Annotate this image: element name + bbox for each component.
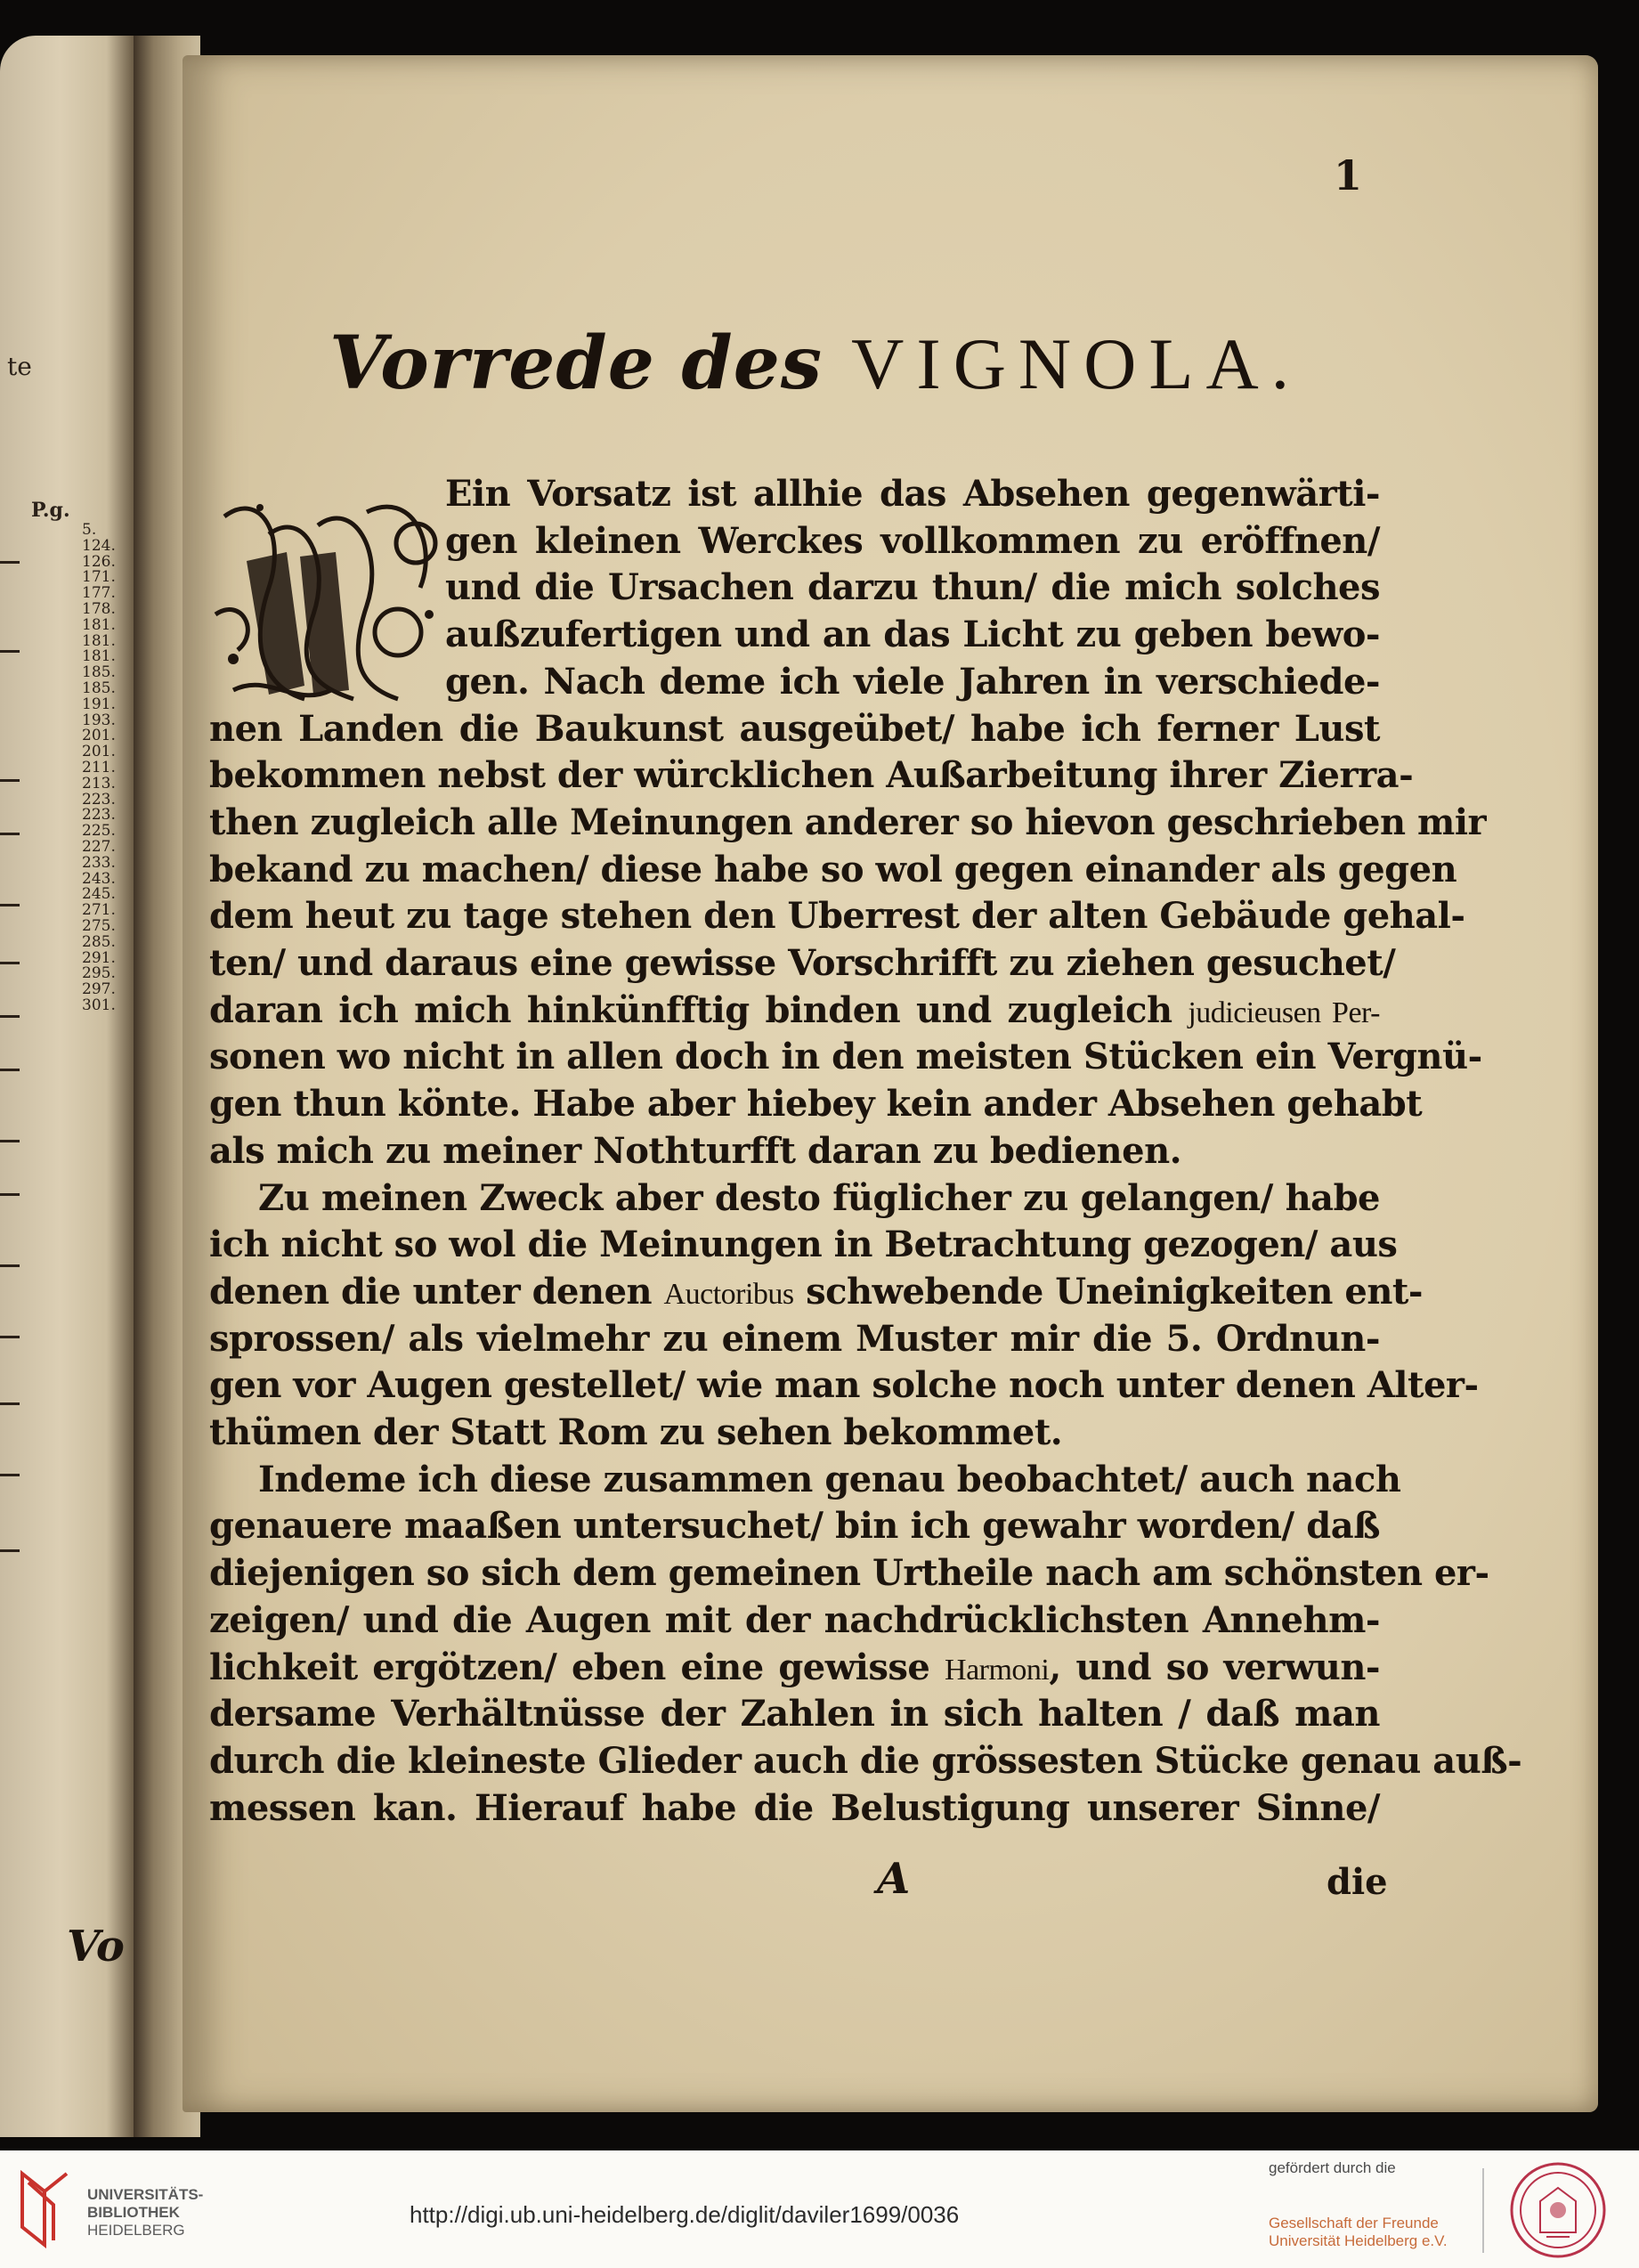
university-seal-icon [1509,2161,1607,2259]
line-text: Ein Vorsatz ist allhie das Absehen gegenwärti- [445,473,1380,515]
library-logo-icon [18,2165,71,2250]
line-text: schwebende Uneinigkeiten ent- [793,1270,1424,1313]
left-page-rule [0,1402,20,1405]
text-line [209,1035,1482,1079]
left-page-ref: 301. [82,996,116,1014]
antiqua-word: Harmoni [945,1653,1050,1687]
line-text: lichkeit ergötzen/ eben eine gewisse [209,1646,945,1688]
line-text: Zu meinen Zweck aber desto füglicher zu gelangen/ habe [258,1176,1380,1219]
line-text: gen. Nach deme ich viele Jahren in verschiede- [445,660,1380,703]
line-text: denen die unter denen [209,1270,664,1313]
line-text: als mich zu meiner Nothturfft daran zu bedienen. [209,1129,1182,1172]
library-name [87,2186,203,2240]
title-fraktur: Vorrede des [329,321,824,406]
left-page-ref: 295. [82,964,116,983]
line-text: nen Landen die Baukunst ausgeübet/ habe ich ferner Lust [209,707,1380,750]
society-name-line1: Gesellschaft der Freunde [1269,2215,1439,2231]
line-text: ich nicht so wol die Meinungen in Betrachtung gezogen/ aus [209,1223,1398,1266]
left-page-rule [0,1549,20,1552]
line-text: durch die kleineste Glieder auch die grössesten Stücke genau auß- [209,1739,1522,1782]
text-line [209,1646,1380,1693]
text-line [209,1223,1398,1267]
left-page-marker: P.g. [31,499,70,522]
text-line [445,472,1380,516]
line-text: gen vor Augen gestellet/ wie man solche noch unter denen Alter- [209,1364,1479,1407]
left-page-ref: 201. [82,727,116,745]
left-page-ref: 177. [82,584,116,603]
society-name [1269,2215,1448,2250]
left-page-rule [0,779,20,782]
text-line [209,1363,1479,1408]
line-text: genauere maaßen untersuchet/ bin ich gewahr worden/ daß [209,1505,1380,1548]
left-page-rule [0,1069,20,1071]
funded-by-label: gefördert durch die [1269,2159,1396,2176]
left-page-ref: 124. [82,536,116,555]
left-page-rule [0,1015,20,1018]
line-text: und die Ursachen darzu thun/ die mich solches [445,566,1380,609]
left-page-rule [0,1193,20,1196]
text-line [209,1692,1380,1736]
text-line [209,801,1487,845]
text-line [209,1129,1380,1174]
left-page-ref: 243. [82,869,116,888]
left-page-rule [0,650,20,653]
left-page-ref: 223. [82,806,116,825]
left-page-ref: 201. [82,743,116,761]
left-page-ref: 285. [82,932,116,951]
line-text: dersame Verhältnüsse der Zahlen in sich halten / daß man [209,1693,1380,1736]
antiqua-word: judicieusen Per- [1188,996,1381,1029]
text-line [209,1410,1380,1455]
left-page-ref: 193. [82,711,116,729]
text-line [209,1504,1380,1549]
line-text: gen kleinen Werckes vollkommen zu eröffnen/ [445,519,1380,562]
left-page-fragment: te [7,352,32,381]
left-page-ref: 275. [82,917,116,935]
text-line [209,753,1414,798]
permalink-url[interactable]: http://digi.ub.uni-heidelberg.de/diglit/daviler1699/0036 [410,2201,960,2228]
line-text: zeigen/ und die Augen mit der nachdrücklichsten Annehm- [209,1598,1380,1641]
text-line [445,660,1380,704]
left-page-ref: 5. [82,521,97,539]
text-line [258,1458,1401,1502]
catchword: die [1327,1861,1388,1903]
line-text: sonen wo nicht in allen doch in den meisten Stücken ein Vergnü- [209,1036,1482,1078]
antiqua-word: Auctoribus [663,1277,794,1311]
left-page-ref: 223. [82,790,116,809]
left-page-ref: 233. [82,853,116,872]
left-page-rule [0,1336,20,1338]
society-name-line2: Universität Heidelberg e.V. [1269,2232,1448,2249]
left-page-ref: 185. [82,663,116,682]
text-line [209,1082,1423,1126]
left-page-ref: 126. [82,552,116,571]
title-roman: VIGNOLA. [851,323,1302,404]
left-page-ref: 171. [82,568,116,587]
left-page-ref: 181. [82,615,116,634]
left-page-rule [0,1264,20,1267]
footer [0,2150,1639,2268]
line-text: , und so verwun- [1049,1646,1381,1688]
left-page-ref: 178. [82,600,116,618]
text-line [209,1786,1380,1831]
library-name-line2: BIBLIOTHEK [87,2204,180,2221]
left-page-ref: 181. [82,631,116,650]
left-page-ref: 213. [82,774,116,793]
text-line [209,1739,1522,1784]
page-title [329,321,1302,406]
line-text: gen thun könte. Habe aber hiebey kein ander Absehen gehabt [209,1083,1423,1126]
previous-page-edge [0,36,134,2137]
left-page-ref: 297. [82,980,116,999]
line-text: then zugleich alle Meinungen anderer so hievon geschrieben mir [209,801,1487,843]
left-page-ref: 191. [82,695,116,713]
text-line [209,848,1457,892]
library-name-line3: HEIDELBERG [87,2222,185,2239]
signature-mark: A [877,1854,911,1904]
left-page-rule [0,1140,20,1142]
left-page-ref: 227. [82,838,116,856]
left-page-rule [0,1474,20,1476]
line-text: bekommen nebst der würcklichen Außarbeitung ihrer Zierra- [209,754,1414,797]
text-line [445,613,1380,657]
text-line [209,988,1380,1036]
text-line [445,519,1380,564]
left-page-ref: 225. [82,822,116,841]
text-line [209,707,1380,752]
left-page-ref: 185. [82,679,116,697]
text-line [445,565,1380,610]
text-line [209,1317,1380,1362]
decorative-initial-w [207,481,447,721]
library-name-line1: UNIVERSITÄTS- [87,2186,204,2203]
line-text: sprossen/ als vielmehr zu einem Muster mir die 5. Ordnun- [209,1317,1380,1360]
line-text: Indeme ich diese zusammen genau beobachtet/ auch nach [258,1458,1401,1500]
left-page-rule [0,561,20,564]
line-text: diejenigen so sich dem gemeinen Urtheile nach am schönsten er- [209,1552,1489,1595]
left-page-ref: 245. [82,885,116,904]
left-page-ref: 211. [82,759,116,776]
footer-divider [1482,2168,1484,2253]
left-page-rule [0,962,20,964]
line-text: messen kan. Hierauf habe die Belustigung unserer Sinne/ [209,1786,1380,1829]
text-line [209,941,1396,986]
page-number: 1 [1334,151,1363,199]
text-line [209,1270,1424,1317]
left-page-ref: 291. [82,948,116,967]
line-text: außzufertigen und an das Licht zu geben bewo- [445,614,1380,656]
line-text: ten/ und daraus eine gewisse Vorschrifft zu ziehen gesuchet/ [209,942,1396,984]
text-line [209,894,1465,939]
text-line [209,1598,1380,1643]
line-text: bekand zu machen/ diese habe so wol gegen einander als gegen [209,848,1457,890]
left-page-rule [0,904,20,906]
line-text: daran ich mich hinkünfftig binden und zugleich [209,988,1189,1031]
left-page-catchword: Vo [67,1922,125,1971]
text-line [258,1176,1380,1221]
left-page-ref: 271. [82,901,116,920]
line-text: dem heut zu tage stehen den Uberrest der alten Gebäude gehal- [209,895,1465,938]
left-page-rule [0,833,20,835]
line-text: thümen der Statt Rom zu sehen bekommet. [209,1411,1063,1453]
text-line [209,1551,1489,1596]
left-page-ref: 181. [82,647,116,666]
